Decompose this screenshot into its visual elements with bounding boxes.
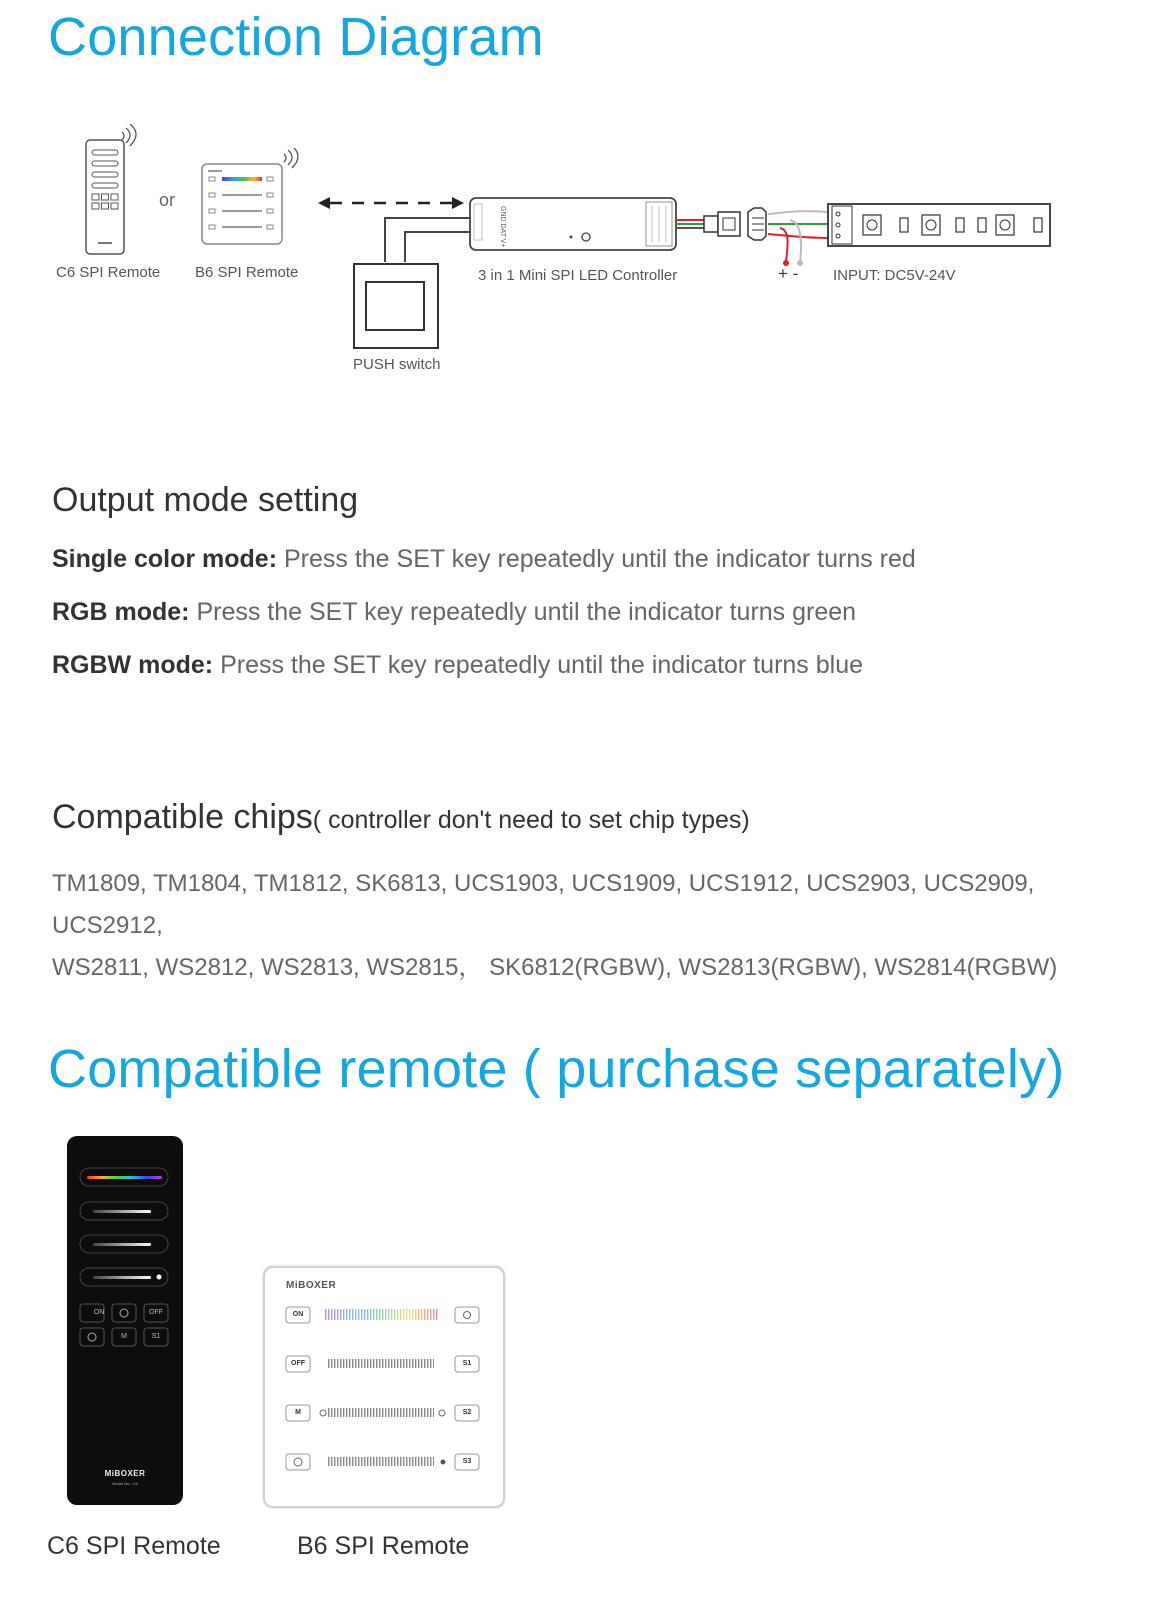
chips-list — [52, 863, 1132, 989]
b6-panel-image — [263, 1266, 505, 1508]
b6-s1-button: S1 — [462, 1360, 472, 1367]
b6-panel-controls — [265, 1268, 503, 1506]
polarity-label: + - — [778, 264, 799, 283]
b6-brand-logo: MiBOXER — [286, 1280, 337, 1291]
connection-diagram-title: Connection Diagram — [48, 7, 544, 67]
c6-remote-icon — [80, 124, 140, 258]
b6-label: B6 SPI Remote — [195, 264, 299, 281]
compatible-remote-title: Compatible remote ( purchase separately) — [48, 1039, 1065, 1099]
mode-name: Single color mode: — [52, 545, 278, 573]
mode-name: RGB mode: — [52, 598, 190, 626]
c6-label: C6 SPI Remote — [56, 264, 161, 281]
mode-desc: Press the SET key repeatedly until the indicator turns red — [283, 545, 916, 573]
mode-single-color — [52, 545, 916, 574]
c6-remote-caption: C6 SPI Remote — [47, 1532, 221, 1560]
c6-remote-image — [67, 1136, 183, 1505]
strip-pin-labels: GND DAT V+ — [499, 206, 506, 248]
c6-s1-button: S1 — [151, 1333, 161, 1340]
c6-brand-logo: MiBOXER — [104, 1469, 146, 1478]
b6-on-button: ON — [292, 1311, 304, 1318]
mode-desc: Press the SET key repeatedly until the indicator turns green — [196, 598, 857, 626]
chips-line-2: WS2811, WS2812, WS2813, WS2815， SK6812(RGBW), WS2813(RGBW), WS2814(RGBW) — [52, 954, 1058, 981]
b6-off-button: OFF — [291, 1360, 305, 1367]
chips-note: ( controller don't need to set chip types) — [312, 806, 750, 834]
mode-desc: Press the SET key repeatedly until the indicator turns blue — [220, 651, 864, 679]
b6-s2-button: S2 — [462, 1409, 472, 1416]
mode-rgbw — [52, 651, 863, 680]
b6-m-button: M — [295, 1409, 301, 1416]
c6-remote-controls — [67, 1136, 183, 1505]
chips-heading: Compatible chips — [52, 798, 313, 836]
controller-label: 3 in 1 Mini SPI LED Controller — [478, 267, 678, 284]
mode-name: RGBW mode: — [52, 651, 214, 679]
output-mode-title: Output mode setting — [52, 481, 359, 519]
chips-line-1: TM1809, TM1804, TM1812, SK6813, UCS1903, UCS1909, UCS1912, UCS2903, UCS2909, UCS2912, — [52, 870, 1035, 939]
c6-off-button: OFF — [149, 1309, 163, 1316]
c6-m-button: M — [121, 1333, 127, 1340]
c6-on-button: ON — [93, 1309, 105, 1316]
mode-rgb — [52, 598, 856, 627]
push-switch-label: PUSH switch — [353, 356, 441, 373]
b6-s3-button: S3 — [462, 1458, 472, 1465]
compatible-chips-title — [52, 798, 750, 837]
or-label: or — [159, 190, 176, 210]
input-voltage-label: INPUT: DC5V-24V — [833, 267, 956, 284]
b6-remote-caption: B6 SPI Remote — [297, 1532, 470, 1560]
b6-panel-icon — [198, 148, 302, 248]
c6-model-text: Model No.: C6 — [112, 1481, 138, 1486]
